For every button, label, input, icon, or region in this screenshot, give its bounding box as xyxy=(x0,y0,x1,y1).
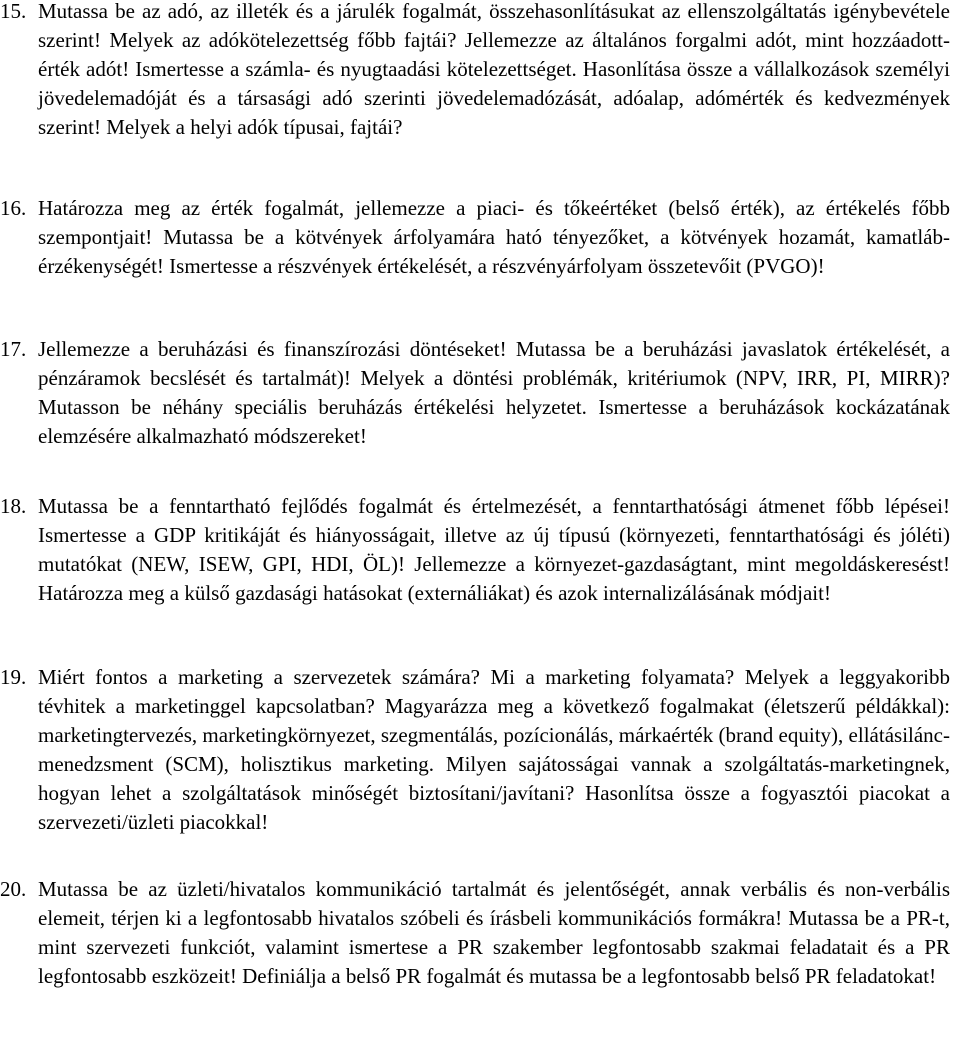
question-text: Jellemezze a beruházási és finanszírozási döntéseket! Mutassa be a beruházási javaslatok értékelését, a pénzáramok becslését és tartalmát)! Melyek a döntési problémák, kritériumok (NPV, IRR, PI, MIRR)? Mutasson be néhány speciális beruházás értékelési helyzetet. Ismertesse a beruházások kockázatának elemzésére alkalmazható módszereket! xyxy=(38,337,950,448)
question-text: Miért fontos a marketing a szervezetek számára? Mi a marketing folyamata? Melyek a leggyakoribb tévhitek a marketinggel kapcsolatban? Magyarázza meg a következő fogalmakat (életszerű példákkal): marketingtervezés, marketingkörnyezet, szegmentálás, pozícionálás, márkaérték (brand equity), ellátásilánc-menedzsment (SCM), holisztikus marketing. Milyen sajátosságai vannak a szolgáltatás-marketingnek, hogyan lehet a szolgáltatások minőségét biztosítani/javítani? Hasonlítsa össze a fogyasztói piacokat a szervezeti/üzleti piacokkal! xyxy=(38,665,950,834)
question-16 xyxy=(0,194,950,281)
question-number: 19. xyxy=(0,665,27,689)
question-number: 17. xyxy=(0,337,27,361)
question-number: 15. xyxy=(0,0,27,23)
question-18 xyxy=(0,492,950,608)
question-text: Mutassa be az adó, az illeték és a járulék fogalmát, összehasonlításukat az ellenszolgáltatás igénybevétele szerint! Melyek az adókötelezettség főbb fajtái? Jellemezze az általános forgalmi adót, mint hozzáadott-érték adót! Ismertesse a számla- és nyugtaadási kötelezettséget. Hasonlítása össze a vállalkozások személyi jövedelemadóját és a társasági adó szerinti jövedelemadózását, adóalap, adómérték és kedvezmények szerint! Melyek a helyi adók típusai, fajtái? xyxy=(38,0,950,139)
question-number: 20. xyxy=(0,877,27,901)
question-text: Mutassa be a fenntartható fejlődés fogalmát és értelmezését, a fenntarthatósági átmenet főbb lépései! Ismertesse a GDP kritikáját és hiányosságait, illetve az új típusú (környezeti, fenntarthatósági és jóléti) mutatókat (NEW, ISEW, GPI, HDI, ÖL)! Jellemezze a környezet-gazdaságtant, mint megoldáskeresést! Határozza meg a külső gazdasági hatásokat (externáliákat) és azok internalizálásának módjait! xyxy=(38,494,950,605)
question-19 xyxy=(0,663,950,837)
question-15 xyxy=(0,0,950,142)
question-text: Mutassa be az üzleti/hivatalos kommunikáció tartalmát és jelentőségét, annak verbális és non-verbális elemeit, térjen ki a legfontosabb hivatalos szóbeli és írásbeli kommunikációs formákra! Mutassa be a PR-t, mint szervezeti funkciót, valamint ismertese a PR szakember legfontosabb szakmai feladatait és a PR legfontosabb eszközeit! Definiálja a belső PR fogalmát és mutassa be a legfontosabb belső PR feladatokat! xyxy=(38,877,950,988)
question-17 xyxy=(0,335,950,451)
question-number: 18. xyxy=(0,494,27,518)
question-number: 16. xyxy=(0,196,27,220)
question-text: Határozza meg az érték fogalmát, jellemezze a piaci- és tőkeértéket (belső érték), az értékelés főbb szempontjait! Mutassa be a kötvények árfolyamára ható tényezőket, a kötvények hozamát, kamatláb-érzékenységét! Ismertesse a részvények értékelését, a részvényárfolyam összetevőit (PVGO)! xyxy=(38,196,950,278)
question-20 xyxy=(0,875,950,991)
